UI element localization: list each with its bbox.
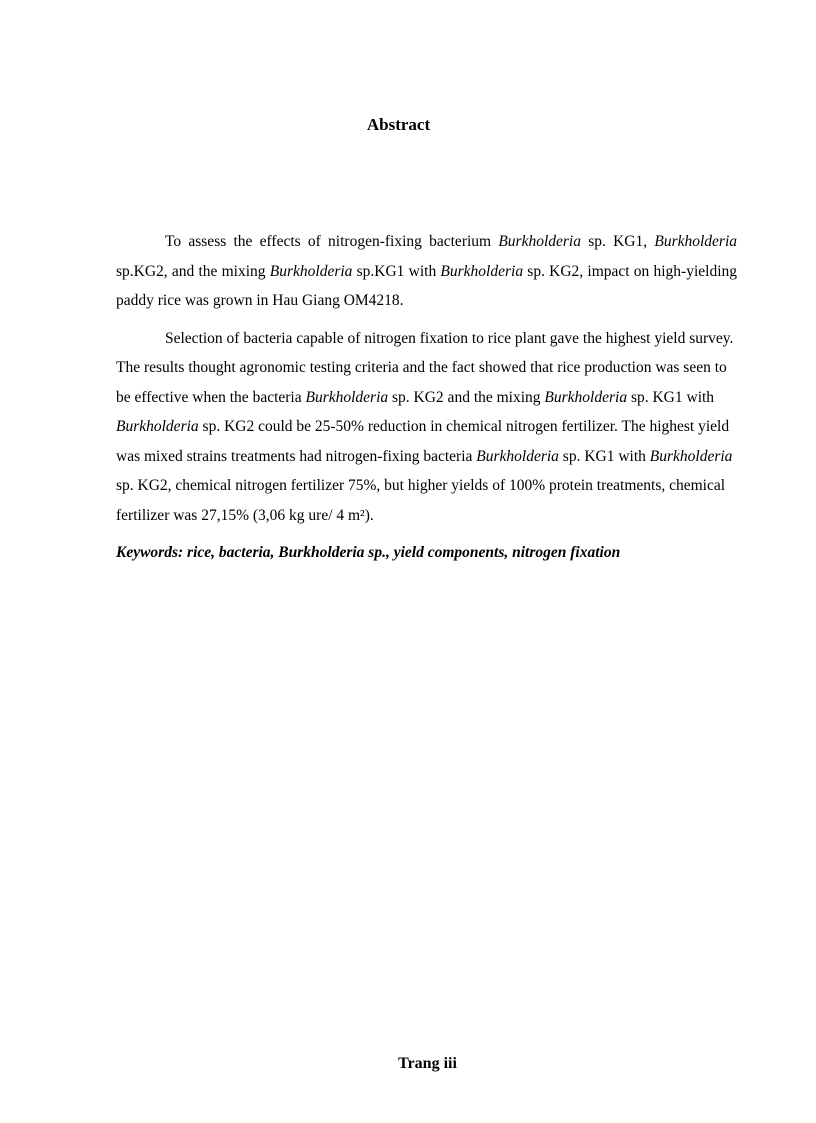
text-run: Selection of bacteria capable of nitrogen fixation to rice plant gave the highest yield survey. The results thought agronomic testing criteria and the fact showed that rice production was seen to be effective when the bacteria: [116, 329, 734, 406]
page-title: Abstract: [366, 115, 431, 134]
species-name: Burkholderia: [269, 262, 353, 280]
text-run: sp. KG2, chemical nitrogen fertilizer 75%, but higher yields of 100% protein treatments, chemical fertilizer was 27,15% (3,06 kg ure/ 4 m²).: [116, 477, 726, 524]
text-run: To assess the effects of nitrogen-fixing bacterium: [165, 233, 499, 250]
species-name: Burkholderia: [440, 262, 524, 280]
text-run: sp. KG2 and the mixing: [388, 388, 545, 406]
text-run: sp. KG1 with: [558, 447, 650, 465]
text-run: sp. KG1 with: [627, 388, 715, 406]
species-name: Burkholderia: [116, 418, 199, 435]
species-name: Burkholderia: [654, 233, 738, 250]
keywords-line: Keywords: rice, bacteria, Burkholderia sp., yield components, nitrogen fixation: [116, 544, 621, 561]
species-name: Burkholderia: [649, 447, 733, 465]
abstract-paragraph-2: [116, 324, 737, 531]
species-name: Burkholderia: [476, 447, 559, 465]
text-run: sp. KG1,: [580, 233, 655, 250]
text-run: sp. KG2, impact on high-yielding paddy rice was grown in Hau Giang OM4218.: [116, 262, 738, 309]
species-name: Burkholderia: [498, 233, 581, 250]
page-number-footer: Trang iii: [398, 1055, 457, 1072]
species-name: Burkholderia: [544, 388, 628, 406]
species-name: Burkholderia: [305, 388, 389, 406]
text-run: sp.KG1 with: [352, 262, 441, 280]
text-run: sp.KG2, and the mixing: [116, 262, 270, 280]
abstract-body: [116, 227, 737, 568]
text-run: sp. KG2 could be 25-50% reduction in chemical nitrogen fertilizer. The highest yield was mixed strains treatments had nitrogen-fixing bacteria: [116, 418, 730, 465]
abstract-paragraph-1: [116, 227, 737, 316]
